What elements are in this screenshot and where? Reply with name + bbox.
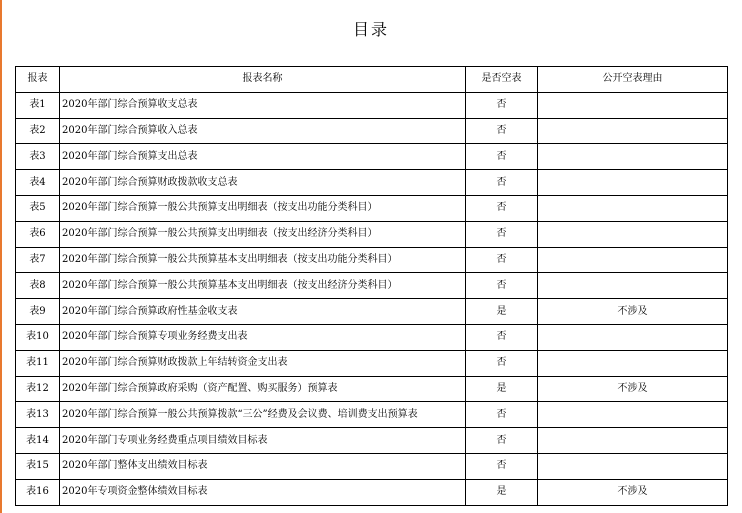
table-row: [16, 221, 728, 247]
report-id-cell: 表15: [16, 453, 60, 479]
header-report-id: 报表: [16, 67, 60, 93]
table-row: [16, 324, 728, 350]
table-row: [16, 299, 728, 325]
report-id-cell: 表6: [16, 221, 60, 247]
report-name-cell: 2020年部门综合预算财政拨款收支总表: [60, 170, 466, 196]
table-row: [16, 376, 728, 402]
empty-reason-cell: [538, 170, 728, 196]
table-row: [16, 247, 728, 273]
report-name-cell: 2020年部门综合预算一般公共预算拨款“三公”经费及会议费、培训费支出预算表: [60, 402, 466, 428]
table-body: [16, 92, 728, 505]
report-id-cell: 表7: [16, 247, 60, 273]
empty-reason-cell: [538, 221, 728, 247]
report-name-cell: 2020年部门专项业务经费重点项目绩效目标表: [60, 428, 466, 454]
table-row: [16, 195, 728, 221]
empty-reason-cell: [538, 247, 728, 273]
report-id-cell: 表4: [16, 170, 60, 196]
report-id-cell: 表10: [16, 324, 60, 350]
table-row: [16, 118, 728, 144]
report-id-cell: 表11: [16, 350, 60, 376]
empty-reason-cell: [538, 350, 728, 376]
table-row: [16, 453, 728, 479]
report-id-cell: 表1: [16, 92, 60, 118]
report-name-cell: 2020年专项资金整体绩效目标表: [60, 479, 466, 505]
table-row: [16, 92, 728, 118]
report-name-cell: 2020年部门综合预算专项业务经费支出表: [60, 324, 466, 350]
page-left-edge: [0, 0, 2, 513]
report-id-cell: 表9: [16, 299, 60, 325]
is-empty-cell: 否: [466, 350, 538, 376]
report-name-cell: 2020年部门综合预算收支总表: [60, 92, 466, 118]
table-row: [16, 170, 728, 196]
empty-reason-cell: [538, 273, 728, 299]
report-id-cell: 表3: [16, 144, 60, 170]
report-name-cell: 2020年部门综合预算一般公共预算支出明细表（按支出功能分类科目）: [60, 195, 466, 221]
empty-reason-cell: [538, 453, 728, 479]
report-name-cell: 2020年部门整体支出绩效目标表: [60, 453, 466, 479]
report-name-cell: 2020年部门综合预算支出总表: [60, 144, 466, 170]
table-row: [16, 479, 728, 505]
report-id-cell: 表5: [16, 195, 60, 221]
table-header-row: [16, 67, 728, 93]
is-empty-cell: 否: [466, 221, 538, 247]
empty-reason-cell: 不涉及: [538, 479, 728, 505]
empty-reason-cell: [538, 144, 728, 170]
header-report-name: 报表名称: [60, 67, 466, 93]
is-empty-cell: 否: [466, 170, 538, 196]
table-row: [16, 402, 728, 428]
empty-reason-cell: [538, 92, 728, 118]
is-empty-cell: 是: [466, 376, 538, 402]
empty-reason-cell: [538, 402, 728, 428]
is-empty-cell: 否: [466, 324, 538, 350]
report-name-cell: 2020年部门综合预算一般公共预算基本支出明细表（按支出功能分类科目）: [60, 247, 466, 273]
catalog-table: [15, 66, 728, 506]
page-title: 目录: [352, 20, 389, 39]
is-empty-cell: 否: [466, 144, 538, 170]
table-row: [16, 350, 728, 376]
report-id-cell: 表14: [16, 428, 60, 454]
header-empty-reason: 公开空表理由: [538, 67, 728, 93]
is-empty-cell: 否: [466, 273, 538, 299]
report-id-cell: 表8: [16, 273, 60, 299]
report-name-cell: 2020年部门综合预算财政拨款上年结转资金支出表: [60, 350, 466, 376]
is-empty-cell: 否: [466, 402, 538, 428]
is-empty-cell: 否: [466, 118, 538, 144]
empty-reason-cell: [538, 428, 728, 454]
is-empty-cell: 否: [466, 247, 538, 273]
report-name-cell: 2020年部门综合预算一般公共预算支出明细表（按支出经济分类科目）: [60, 221, 466, 247]
is-empty-cell: 否: [466, 428, 538, 454]
empty-reason-cell: 不涉及: [538, 299, 728, 325]
empty-reason-cell: [538, 195, 728, 221]
table-row: [16, 144, 728, 170]
table-row: [16, 273, 728, 299]
table-row: [16, 428, 728, 454]
report-name-cell: 2020年部门综合预算政府采购（资产配置、购买服务）预算表: [60, 376, 466, 402]
is-empty-cell: 否: [466, 453, 538, 479]
is-empty-cell: 是: [466, 299, 538, 325]
report-name-cell: 2020年部门综合预算政府性基金收支表: [60, 299, 466, 325]
report-name-cell: 2020年部门综合预算一般公共预算基本支出明细表（按支出经济分类科目）: [60, 273, 466, 299]
header-is-empty: 是否空表: [466, 67, 538, 93]
report-id-cell: 表13: [16, 402, 60, 428]
is-empty-cell: 否: [466, 195, 538, 221]
report-id-cell: 表2: [16, 118, 60, 144]
report-name-cell: 2020年部门综合预算收入总表: [60, 118, 466, 144]
empty-reason-cell: 不涉及: [538, 376, 728, 402]
is-empty-cell: 否: [466, 92, 538, 118]
empty-reason-cell: [538, 324, 728, 350]
empty-reason-cell: [538, 118, 728, 144]
is-empty-cell: 是: [466, 479, 538, 505]
report-id-cell: 表12: [16, 376, 60, 402]
report-id-cell: 表16: [16, 479, 60, 505]
